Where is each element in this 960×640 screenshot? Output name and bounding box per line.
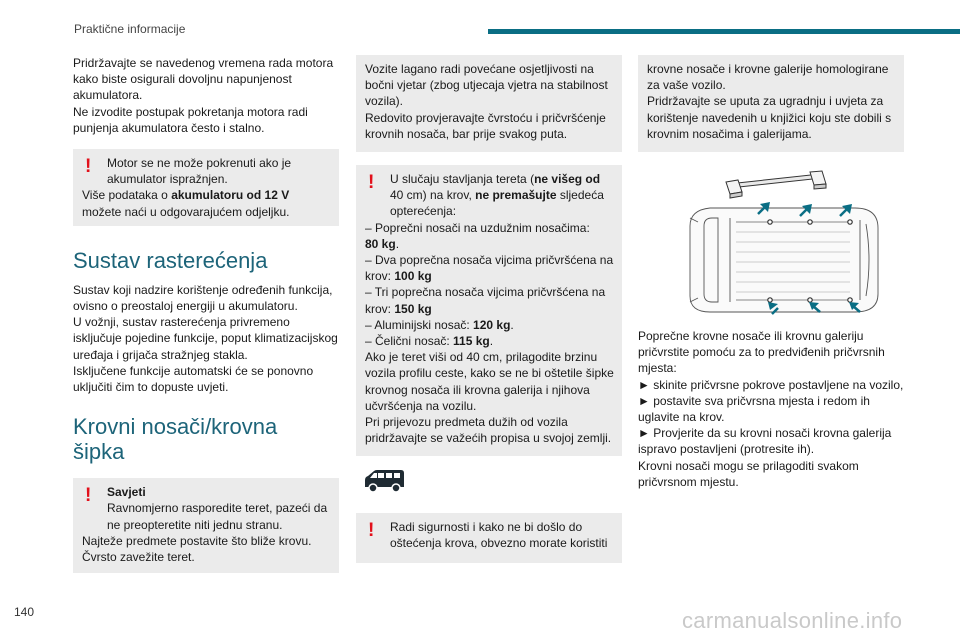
load-item-2-value: 100 kg [394,269,432,284]
load-item-2-text: – Dva poprečna nosača vijcima pričvršćena na krov: [365,253,614,284]
warning-more-post: možete naći u odgovarajućem odjeljku. [82,204,290,219]
roof-rack-diagram [650,166,890,316]
warning-text: Motor se ne može pokrenuti ako je akumulator ispražnjen. [107,156,292,187]
load-paragraph-1: Sustav koji nadzire korištenje određenih funkcija, ovisno o preostaloj energiji u akumulatoru. [73,282,333,314]
cargo-van-icon [362,468,406,494]
homologation-info-box [638,55,904,152]
load-item-3-value: 150 kg [394,301,432,316]
warning-more-pre: Više podataka o [82,188,172,203]
load-limits-warning-box [356,165,622,456]
step-2: ► postavite sva pričvrsna mjesta i redom ih uglavite na krov. [638,393,870,425]
load-item-4: – Aluminijski nosač: 120 kg. [365,317,514,332]
homologation-paragraph: krovne nosače i krovne galerije homologirane za vaše vozilo. [647,62,889,93]
step-1: ► skinite pričvrsne pokrove postavljene na vozilo, [638,377,904,392]
tips-line-3: Čvrsto zavežite teret. [82,550,195,565]
load-intro-b1: ne višeg od [534,172,601,187]
watermark: carmanualsonline.info [682,608,903,633]
load-item-2 [365,252,614,284]
header-accent-bar [488,29,960,34]
intro-paragraph: Pridržavajte se navedenog vremena rada motora kako biste osigurali dovoljnu napunjenost akumulatora. [73,56,334,103]
wind-info-box [356,55,622,152]
intro-paragraph-2: Ne izvodite postupak pokretanja motora radi punjenja akumulatora često i stalno. [73,104,308,135]
adjust-paragraph: Krovni nosači mogu se prilagoditi svakom pričvrsnom mjestu. [638,458,859,489]
warning-more-info [82,187,331,219]
roof-safety-warning-box [356,513,622,563]
cross-bar-illustration [726,171,826,198]
check-paragraph: Redovito provjeravajte čvrstoću i pričvršćenje krovnih nosača, bar prije svakog puta. [365,110,606,141]
load-paragraph-2: U vožnji, sustav rasterećenja privremeno isključuje pojedine funkcije, poput klimatizacijskog uređaja i grijača stražnjeg stakla. [73,315,338,362]
column-3 [638,55,904,490]
load-item-1-text: – Poprečni nosači na uzdužnim nosačima: [365,220,590,235]
warning-exclamation-icon: ! [368,519,375,541]
warning-exclamation-icon: ! [368,172,375,194]
load-item-3 [365,284,614,316]
load-item-5: – Čelični nosač: 115 kg. [365,334,494,349]
tips-title [82,484,331,500]
mounting-intro: Poprečne krovne nosače ili krovnu galeriju pričvrstite pomoću za to predviđenih pričvrsnih mjesta: [638,329,885,376]
tips-box [73,478,339,573]
load-item-3-text: – Tri poprečna nosača vijcima pričvršćena na krov: [365,285,606,316]
load-item-4-value: 120 kg [473,317,511,332]
load-item-1: – Poprečni nosači na uzdužnim nosačima: 80 kg. [365,220,590,251]
warning-exclamation-icon: ! [85,156,92,178]
page-number: 140 [14,605,35,619]
heading-roof-bars: Krovni nosači/krovna šipka [73,414,278,465]
load-intro-t1: U slučaju stavljanja tereta ( [390,172,535,187]
tips-title-text: Savjeti [107,485,146,500]
warning-exclamation-icon: ! [85,485,92,507]
wind-paragraph: Vozite lagano radi povećane osjetljivosti na bočni vjetar (zbog utjecaja vjetra na stabilnost vozila). [365,62,608,109]
load-item-5-text: – Čelični nosač: [365,334,454,349]
column-2 [356,55,622,563]
warning-more-bold: akumulatoru od 12 V [171,188,290,203]
tips-line-1: Ravnomjerno rasporedite teret, pazeći da ne preopteretite niti jednu stranu. [107,501,328,532]
load-intro-t3: sljedeća opterećenja: [390,188,604,219]
roof-safety-text: Radi sigurnosti i kako ne bi došlo do oštećenja krova, obvezno morate koristiti [390,519,608,550]
instructions-paragraph: Pridržavajte se uputa za ugradnju i uvjeta za korištenje navedenih u knjižici koju ste dobili s krovnim nosačima i galerijama. [647,94,892,141]
load-item-5-value: 115 kg [453,334,490,349]
step-3: ► Provjerite da su krovni nosači krovna galerija ispravo postavljeni (protresite ih). [638,426,892,457]
heading-load-reduction: Sustav rasterećenja [73,247,268,273]
load-intro-b2: ne premašujte [475,188,557,203]
load-limits-intro [365,171,614,220]
column-1 [73,55,339,573]
long-items-paragraph: Pri prijevozu predmeta dužih od vozila pridržavajte se važećih propisa u svojoj zemlji. [365,415,612,446]
header-section-title: Praktične informacije [74,22,186,36]
tips-line-2: Najteže predmete postavite što bliže krovu. [82,533,312,548]
load-intro-t2: 40 cm) na krov, [390,188,476,203]
load-paragraph-3: Isključene funkcije automatski će se ponovno uključiti čim to dopuste uvjeti. [73,363,314,395]
high-load-paragraph: Ako je teret viši od 40 cm, prilagodite brzinu vozila profilu ceste, kako se ne bi oštetile šipke krovnog nosača ili krovna galerija i njihova učvršćenja na vozilu. [365,350,614,413]
load-item-1-value: 80 kg [365,236,396,251]
load-item-4-text: – Aluminijski nosač: [365,317,474,332]
battery-warning-box [73,149,339,226]
